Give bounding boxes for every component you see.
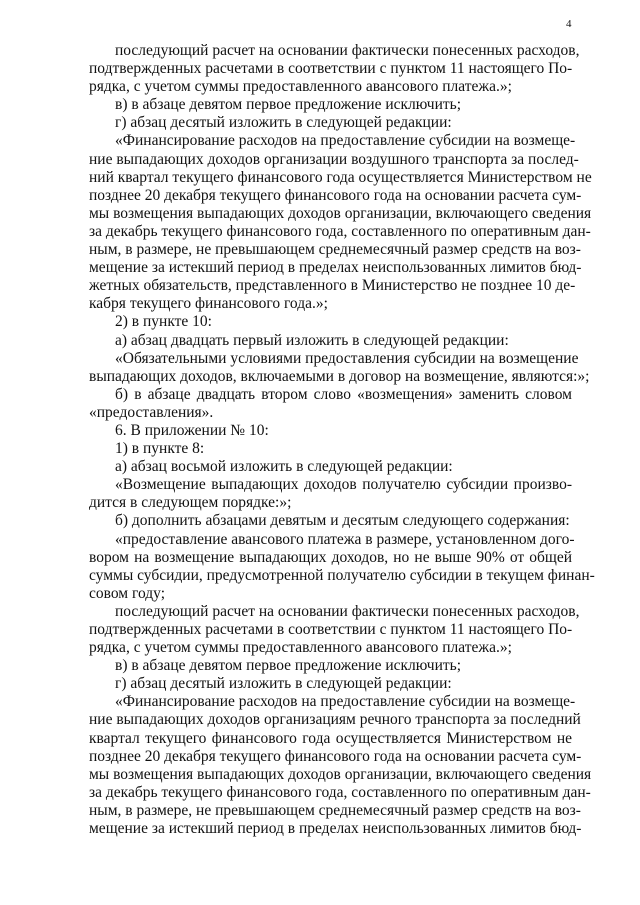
- text-line: а) абзац двадцать первый изложить в следующей редакции:: [115, 331, 509, 349]
- text-line: «Обязательными условиями предоставления субсидии на возмещение: [115, 349, 579, 367]
- text-line: «Финансирование расходов на предоставление субсидии на возмеще-: [115, 693, 576, 711]
- text-line: позднее 20 декабря текущего финансового года на основании расчета сум-: [89, 186, 582, 204]
- text-line: «предоставление авансового платежа в размере, установленном дого-: [115, 530, 575, 548]
- text-line: квартал текущего финансового года осуществляется Министерством не: [89, 729, 572, 747]
- text-line: ний квартал текущего финансового года осуществляется Министерством не: [89, 168, 592, 186]
- text-line: в) в абзаце девятом первое предложение исключить;: [115, 657, 462, 675]
- text-line: жетных обязательств, представленного в Министерство не позднее 10 де-: [89, 277, 576, 295]
- text-line: рядка, с учетом суммы предоставленного авансового платежа.»;: [89, 639, 512, 657]
- text-line: «Финансирование расходов на предоставление субсидии на возмеще-: [115, 132, 576, 150]
- text-line: подтвержденных расчетами в соответствии с пунктом 11 настоящего По-: [89, 60, 573, 78]
- text-line: б) дополнить абзацами девятым и десятым следующего содержания:: [115, 512, 570, 530]
- text-line: мы возмещения выпадающих доходов организации, включающего сведения: [89, 204, 592, 222]
- text-line: 1) в пункте 8:: [115, 440, 205, 458]
- text-line: мещение за истекший период в пределах неиспользованных лимитов бюд-: [89, 820, 582, 838]
- text-line: совом году;: [89, 584, 165, 602]
- text-line: последующий расчет на основании фактически понесенных расходов,: [115, 602, 580, 620]
- text-line: «предоставления».: [89, 403, 214, 421]
- text-line: подтвержденных расчетами в соответствии с пунктом 11 настоящего По-: [89, 621, 573, 638]
- text-line: а) абзац восьмой изложить в следующей редакции:: [115, 458, 453, 476]
- text-line: «Возмещение выпадающих доходов получателю субсидии произво-: [115, 476, 572, 494]
- text-line: в) в абзаце девятом первое предложение исключить;: [115, 96, 462, 114]
- text-line: вором на возмещение выпадающих доходов, но не выше 90% от общей: [89, 548, 572, 566]
- text-line: за декабрь текущего финансового года, составленного по оперативным дан-: [89, 783, 591, 801]
- text-line: ным, в размере, не превышающем среднемесячный размер средств на воз-: [89, 801, 581, 819]
- text-line: ным, в размере, не превышающем среднемесячный размер средств на воз-: [89, 241, 581, 259]
- text-line: 2) в пункте 10:: [115, 313, 212, 331]
- text-line: ние выпадающих доходов организациям речного транспорта за последний: [89, 711, 581, 729]
- text-line: г) абзац десятый изложить в следующей редакции:: [115, 114, 452, 132]
- text-line: мещение за истекший период в пределах неиспользованных лимитов бюд-: [89, 259, 582, 277]
- text-line: позднее 20 декабря текущего финансового года на основании расчета сум-: [89, 747, 582, 765]
- text-line: 6. В приложении № 10:: [115, 421, 269, 439]
- text-line: мы возмещения выпадающих доходов организации, включающего сведения: [89, 765, 592, 783]
- text-line: выпадающих доходов, включаемыми в договор на возмещение, являются:»;: [89, 367, 590, 385]
- text-line: ние выпадающих доходов организации воздушного транспорта за послед-: [89, 150, 579, 168]
- text-line: б) в абзаце двадцать втором слово «возмещения» заменить словом: [115, 385, 572, 403]
- document-body: [89, 42, 595, 838]
- text-line: кабря текущего финансового года.»;: [89, 295, 328, 313]
- text-line: рядка, с учетом суммы предоставленного авансового платежа.»;: [89, 78, 512, 96]
- text-line: за декабрь текущего финансового года, составленного по оперативным дан-: [89, 222, 591, 240]
- text-line: последующий расчет на основании фактически понесенных расходов,: [115, 42, 580, 59]
- text-line: дится в следующем порядке:»;: [89, 494, 292, 512]
- text-line: г) абзац десятый изложить в следующей редакции:: [115, 675, 452, 693]
- text-line: суммы субсидии, предусмотренной получателю субсидии в текущем финан-: [89, 566, 595, 584]
- page-number: 4: [566, 18, 572, 30]
